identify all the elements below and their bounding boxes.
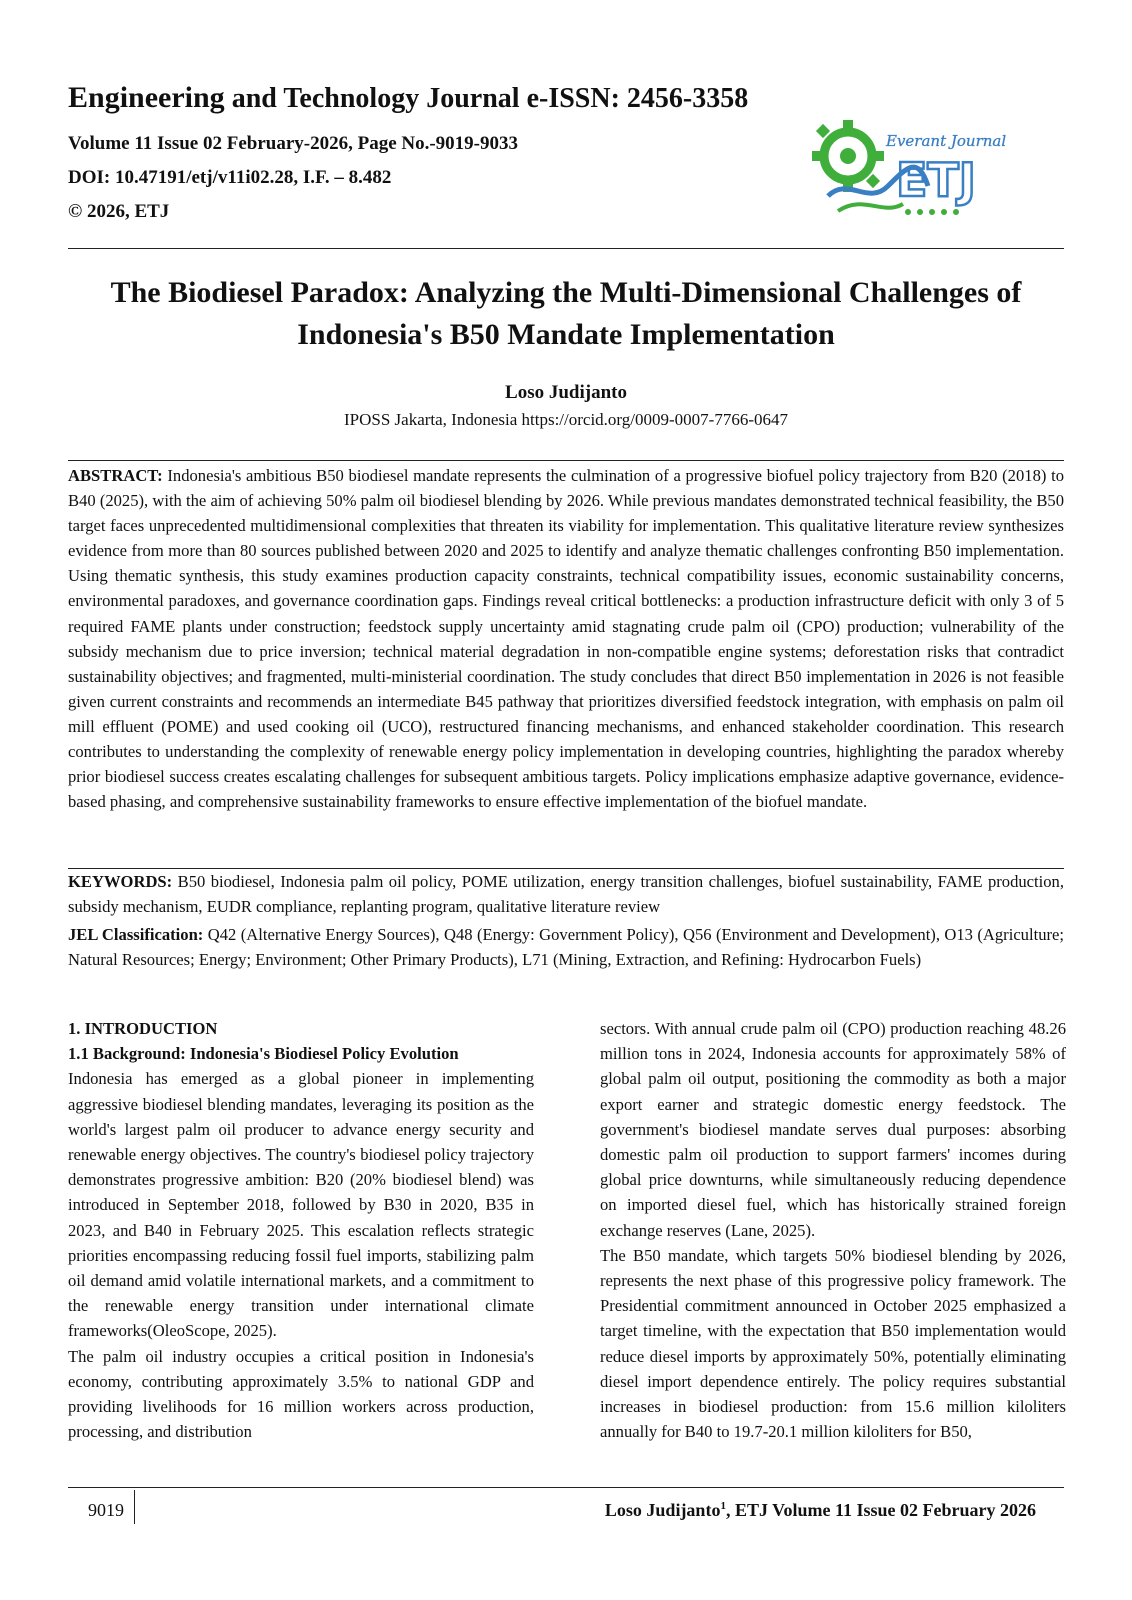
paragraph: The B50 mandate, which targets 50% biodiesel blending by 2026, represents the next phase of this progressive policy framework. The Presidential commitment announced in October 2025 emphasized a target timeline, with the expectation that B50 implementation would reduce diesel imports by approximately 50%, potentially eliminating diesel import dependence entirely. The policy requires substantial increases in biodiesel production: from 15.6 million kiloliters annually for B40 to 19.7-20.1 million kiloliters for B50, xyxy=(600,1245,1066,1442)
journal-header xyxy=(68,78,768,229)
paper-title: The Biodiesel Paradox: Analyzing the Multi-Dimensional Challenges of Indonesia's B50 Mandate Implementation xyxy=(110,276,1022,351)
svg-text:ETJ: ETJ xyxy=(896,153,976,207)
keywords-label: KEYWORDS: xyxy=(68,872,173,891)
paragraph: Indonesia has emerged as a global pioneer in implementing aggressive biodiesel blending mandates, leveraging its position as the world's largest palm oil producer to advance energy security and renewable energy objectives. The country's biodiesel policy trajectory demonstrates progressive ambition: B20 (20% biodiesel blend) was introduced in September 2018, followed by B30 in 2020, B35 in 2023, and B40 in February 2025. This escalation reflects strategic priorities encompassing reducing fossil fuel imports, stabilizing palm oil demand amid volatile international markets, and a commitment to the renewable energy transition under international climate frameworks(OleoScope, 2025). xyxy=(68,1069,534,1341)
page-number: 9019 xyxy=(88,1500,124,1520)
journal-title: Engineering and Technology Journal e-ISSN: 2456-3358 xyxy=(68,81,749,114)
paragraph: The palm oil industry occupies a critical position in Indonesia's economy, contributing approximately 3.5% to national GDP and providing livelihoods for 16 million workers across production, processing, and distribution xyxy=(68,1346,534,1442)
body-column-left xyxy=(68,1016,534,1444)
author-affiliation: IPOSS Jakarta, Indonesia https://orcid.org/0009-0007-7766-0647 xyxy=(343,410,788,429)
svg-text:Everant Journal: Everant Journal xyxy=(886,132,1007,150)
subsection-heading: 1.1 Background: Indonesia's Biodiesel Policy Evolution xyxy=(68,1044,459,1064)
author-name: Loso Judijanto xyxy=(505,382,627,403)
abstract-label: ABSTRACT: xyxy=(68,466,163,485)
footer-rule xyxy=(68,1487,1064,1488)
paragraph: sectors. With annual crude palm oil (CPO) production reaching 48.26 million tons in 2024, Indonesia accounts for approximately 58% of global palm oil output, positioning the commodity as both a major export earner and strategic domestic energy feedstock. The government's biodiesel mandate serves dual purposes: absorbing domestic palm oil production to support farmers' incomes during global price downturns, while simultaneously reducing dependence on imported diesel fuel, which has historically strained foreign exchange reserves (Lane, 2025). xyxy=(600,1019,1066,1240)
abstract xyxy=(68,463,1064,814)
gear-icon xyxy=(812,120,884,192)
body-column-right xyxy=(600,1016,1066,1444)
copyright: © 2026, ETJ xyxy=(68,201,170,222)
doi-info: DOI: 10.47191/etj/v11i02.28, I.F. – 8.482 xyxy=(68,167,392,188)
jel-text: Q42 (Alternative Energy Sources), Q48 (Energy: Government Policy), Q56 (Environment and Development), O13 (Agriculture; Natural Resources; Energy; Environment; Other Primary Products), L71 (Mining, Extraction, and Refining: Hydrocarbon Fuels) xyxy=(68,925,1064,970)
volume-info: Volume 11 Issue 02 February-2026, Page No.-9019-9033 xyxy=(68,133,518,154)
abstract-text: Indonesia's ambitious B50 biodiesel mandate represents the culmination of a progressive biofuel policy trajectory from B20 (2018) to B40 (2025), with the aim of achieving 50% palm oil biodiesel blending by 2026. While previous mandates demonstrated technical feasibility, the B50 target faces unprecedented multidimensional complexities that threaten its viability for implementation. This qualitative literature review synthesizes evidence from more than 80 sources published between 2020 and 2025 to identify and analyze thematic challenges confronting B50 implementation. Using thematic synthesis, this study examines production capacity constraints, technical compatibility issues, economic sustainability concerns, environmental paradoxes, and governance coordination gaps. Findings reveal critical bottlenecks: a production infrastructure deficit with only 3 of 5 required FAME plants under construction; feedstock supply uncertainty amid stagnating crude palm oil (CPO) production; vulnerability of the subsidy mechanism due to price inversion; technical material degradation in non-compatible engine systems; deforestation risks that contradict sustainability objectives; and fragmented, multi-ministerial coordination. The study concludes that direct B50 implementation in 2026 is not feasible given current constraints and recommends an intermediate B45 pathway that prioritizes diversified feedstock integration, with emphasis on palm oil mill effluent (POME) and used cooking oil (UCO), restructured financing mechanisms, and enhanced stakeholder coordination. This research contributes to understanding the complexity of renewable energy policy implementation in developing countries, highlighting the paradox whereby prior biodiesel success creates escalating challenges for subsequent ambitious targets. Policy implications emphasize adaptive governance, evidence-based phasing, and comprehensive sustainability frameworks to ensure effective implementation of the biofuel mandate. xyxy=(68,466,1064,812)
keywords-text: B50 biodiesel, Indonesia palm oil policy, POME utilization, energy transition challenges, biofuel sustainability, FAME production, subsidy mechanism, EUDR compliance, replanting program, qualitative literature review xyxy=(68,872,1064,917)
footer-citation: Loso Judijanto$^1$, ETJ Volume 11 Issue 02 February 2026 xyxy=(604,1500,1036,1520)
jel-label: JEL Classification: xyxy=(68,925,204,944)
etj-logo xyxy=(808,116,1018,224)
footer-divider xyxy=(134,1490,135,1524)
section-heading: 1. INTRODUCTION xyxy=(68,1019,218,1038)
jel-classification xyxy=(68,922,1064,972)
keywords xyxy=(68,869,1064,919)
abstract-rule xyxy=(68,460,1064,461)
header-rule xyxy=(68,248,1064,249)
